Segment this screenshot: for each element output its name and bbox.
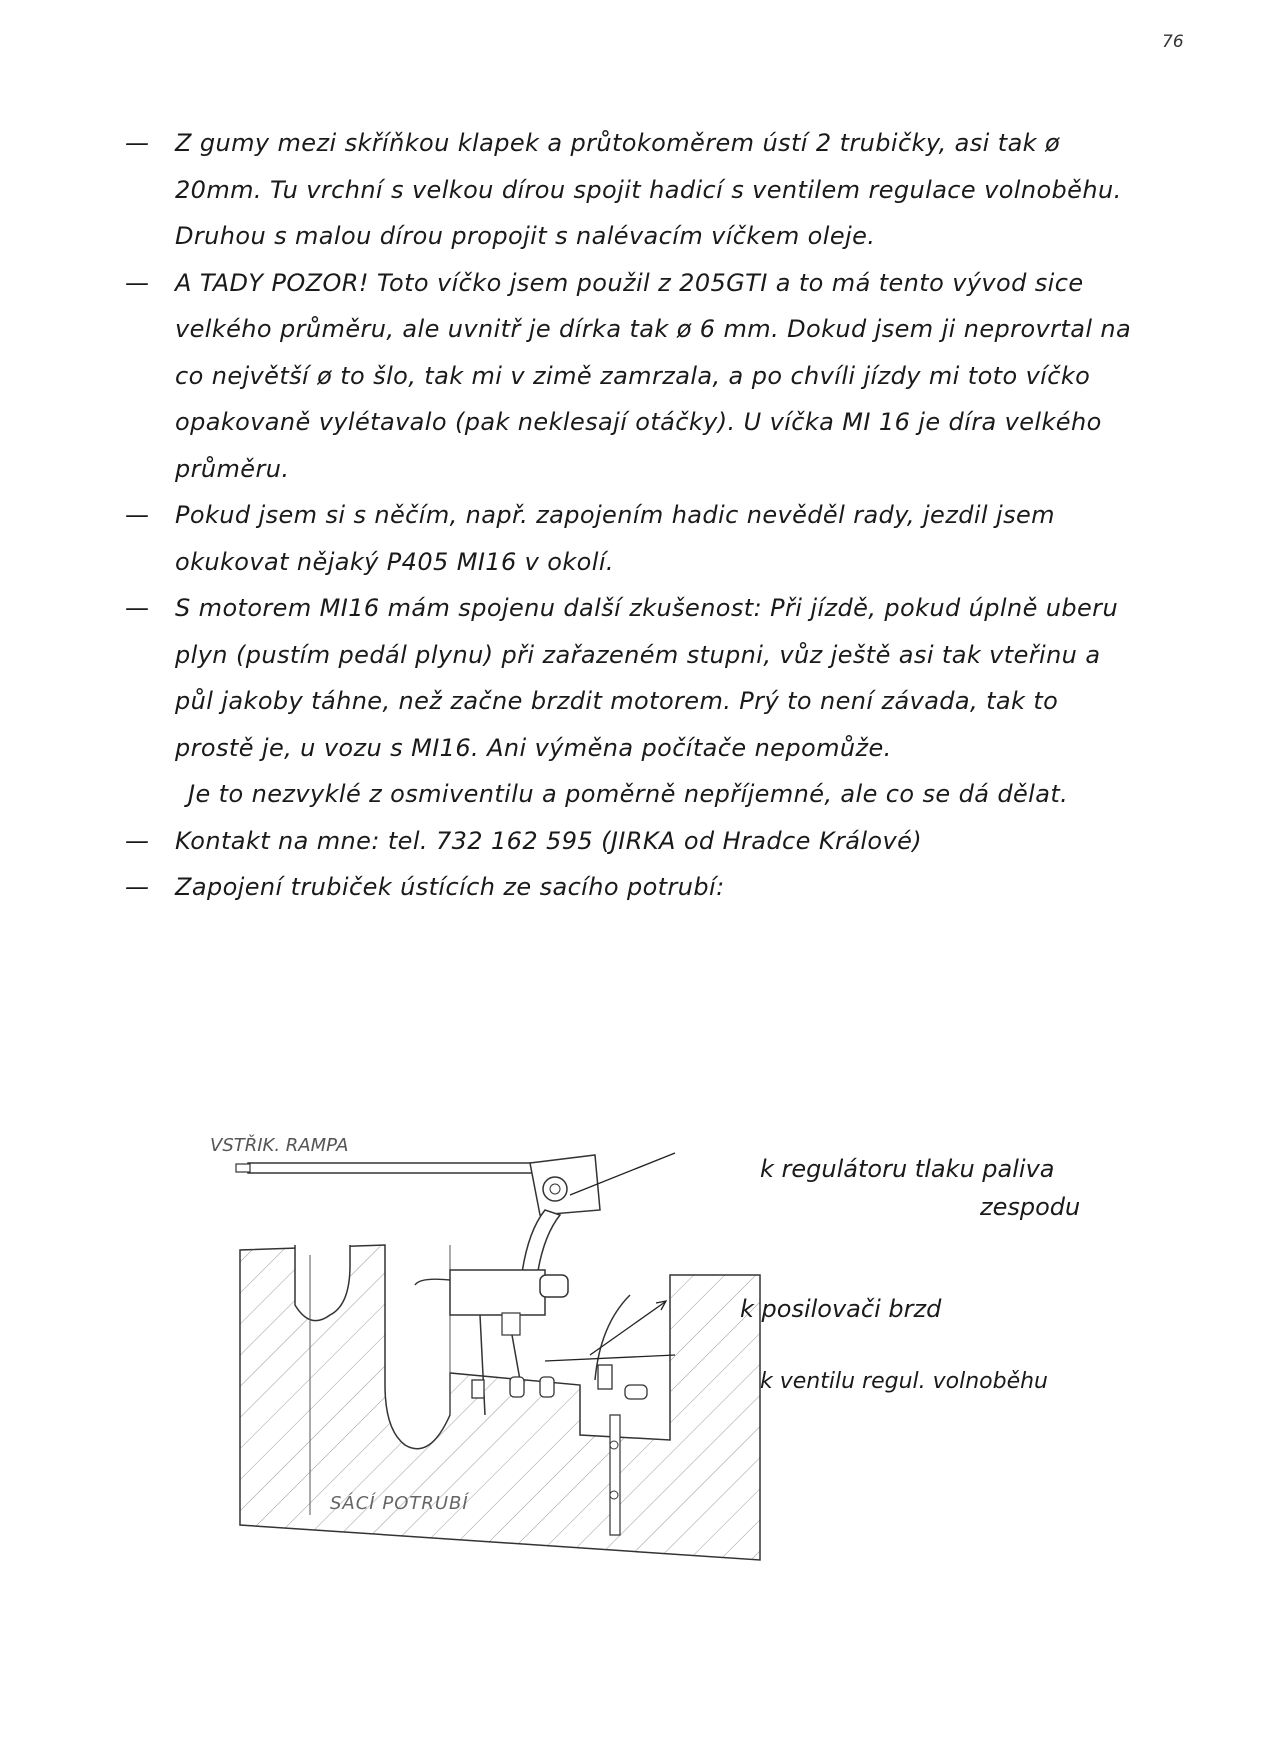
note-text: Pokud jsem si s něčím, např. zapojením hadic nevěděl rady, jezdil jsem okukovat nějaký P405 MI16 v okolí. <box>175 501 1055 576</box>
side-flange <box>610 1415 620 1535</box>
note-text: S motorem MI16 mám spojenu další zkušenost: Při jízdě, pokud úplně uberu plyn (pustím pedál plynu) při zařazeném stupni, vůz ještě asi tak vteřinu a půl jakoby táhne, než začne brzdit motorem. Prý to není závada, tak to prostě je, u vozu s MI16. Ani výměna počítače nepomůže. <box>175 594 1119 762</box>
notes-text <box>125 120 1135 911</box>
contact-paragraph <box>125 818 1135 865</box>
note-text: A TADY POZOR! Toto víčko jsem použil z 205GTI a to má tento vývod sice velkého průměru, ale uvnitř je dírka tak ø 6 mm. Dokud jsem ji neprovrtal na co největší ø to šlo, tak mi v zimě zamrzala, a po chvíli jízdy mi toto víčko opakovaně vylétavalo (pak neklesají otáčky). U víčka MI 16 je díra velkého průměru. <box>175 268 1132 483</box>
dash-marker: — <box>125 594 150 622</box>
junction-block <box>450 1270 545 1315</box>
rail-end <box>236 1164 250 1172</box>
note-text: Je to nezvyklé z osmiventilu a poměrně nepříjemné, ale co se dá dělat. <box>188 780 1069 808</box>
dash-marker: — <box>125 268 150 297</box>
dash-marker: — <box>125 129 150 157</box>
note-paragraph <box>125 585 1135 771</box>
regulator-label-2: zespodu <box>980 1193 1081 1221</box>
note-paragraph <box>125 260 1135 493</box>
idle-valve-label: k ventilu regul. volnoběhu <box>760 1369 1048 1394</box>
pointer-ventil <box>545 1355 675 1361</box>
dash-marker: — <box>125 501 150 529</box>
tube-mid <box>512 1335 520 1380</box>
caption-text: Zapojení trubiček ústících ze sacího potrubí: <box>175 873 725 901</box>
intake-manifold-diagram <box>200 1115 1160 1575</box>
regulator-label: k regulátoru tlaku paliva <box>760 1155 1055 1183</box>
fuel-rail <box>248 1163 578 1173</box>
nipple-4 <box>598 1365 612 1389</box>
note-text: Z gumy mezi skříňkou klapek a průtokoměrem ústí 2 trubičky, asi tak ø 20mm. Tu vrchní s velkou dírou spojit hadicí s ventilem regulace volnoběhu. Druhou s malou dírou propojit s nalévacím víčkem oleje. <box>175 129 1122 250</box>
nipple-5 <box>625 1385 647 1399</box>
note-paragraph <box>125 120 1135 260</box>
nipple-3 <box>540 1377 554 1397</box>
dash-marker: — <box>125 826 150 855</box>
note-paragraph <box>125 771 1135 818</box>
fuel-rail-label: VSTŘIK. RAMPA <box>210 1135 349 1156</box>
nipple-2 <box>510 1377 524 1397</box>
dash-marker: — <box>125 873 150 901</box>
intake-manifold-label: SÁCÍ POTRUBÍ <box>330 1493 469 1514</box>
page-number: 76 <box>1162 32 1184 52</box>
nipple-1 <box>472 1380 484 1398</box>
diagram-caption <box>125 864 1135 911</box>
pointer-brzd <box>590 1302 665 1355</box>
contact-text: Kontakt na mne: tel. 732 162 595 (JIRKA od Hradce Králové) <box>175 826 923 855</box>
note-paragraph <box>125 492 1135 585</box>
brake-booster-label: k posilovači brzd <box>740 1295 942 1323</box>
